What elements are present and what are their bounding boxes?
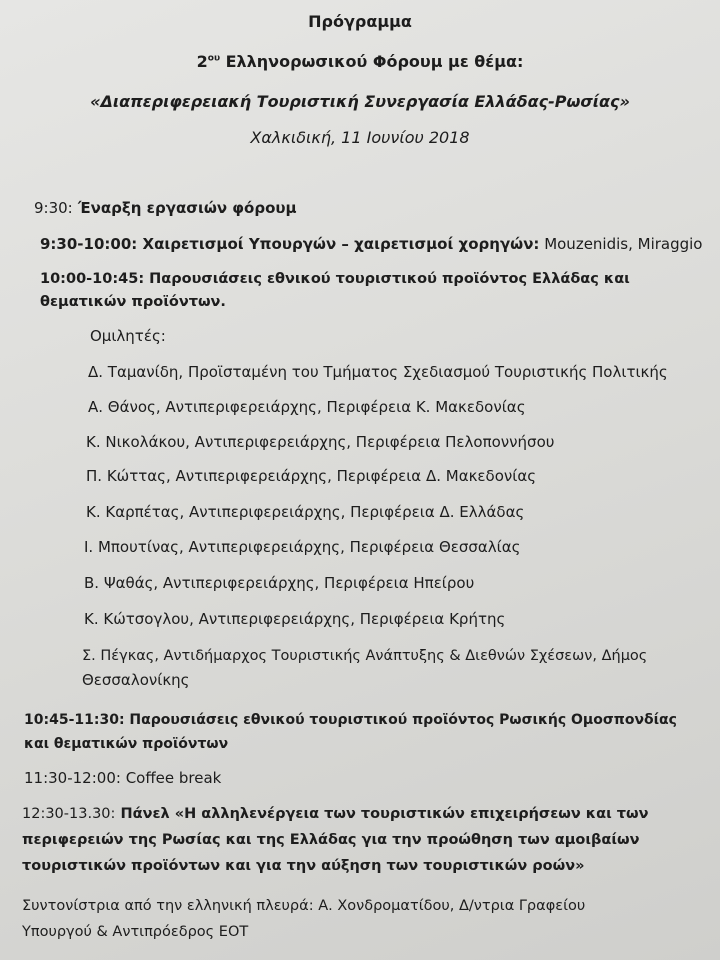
schedule-item-panel-line3: τουριστικών προϊόντων και για την αύξηση των τουριστικών ροών»: [22, 858, 585, 874]
panel-time: 12:30-13.30:: [22, 806, 116, 822]
schedule-item-coffee: 11:30-12:00: Coffee break: [24, 769, 222, 787]
schedule-item-greece-line1: 10:00-10:45: Παρουσιάσεις εθνικού τουριστικού προϊόντος Ελλάδας και: [40, 271, 630, 287]
speaker-item-continued: Θεσσαλονίκης: [82, 671, 190, 689]
speaker-item: Α. Θάνος, Αντιπεριφερειάρχης, Περιφέρεια Κ. Μακεδονίας: [88, 398, 526, 416]
greetings-title: Χαιρετισμοί Υπουργών – χαιρετισμοί χορηγών:: [137, 235, 540, 253]
speakers-label: Ομιλητές:: [90, 327, 166, 345]
schedule-item-opening: [34, 198, 297, 218]
schedule-item-russia-line2: και θεματικών προϊόντων: [24, 736, 229, 752]
forum-subtitle: [0, 52, 720, 72]
opening-time: 9:30:: [34, 199, 73, 217]
speaker-item: Κ. Νικολάκου, Αντιπεριφερειάρχης, Περιφέρεια Πελοποννήσου: [86, 433, 555, 451]
speaker-item: Κ. Κώτσογλου, Αντιπεριφερειάρχης, Περιφέρεια Κρήτης: [84, 610, 506, 628]
speaker-item: Κ. Καρπέτας, Αντιπεριφερειάρχης, Περιφέρεια Δ. Ελλάδας: [86, 503, 525, 521]
speaker-item: Σ. Πέγκας, Αντιδήμαρχος Τουριστικής Ανάπτυξης & Διεθνών Σχέσεων, Δήμος: [82, 648, 648, 664]
speaker-item: Β. Ψαθάς, Αντιπεριφερειάρχης, Περιφέρεια Ηπείρου: [84, 574, 475, 592]
opening-text: Έναρξη εργασιών φόρουμ: [72, 199, 297, 217]
coordinator-line2: Υπουργού & Αντιπρόεδρος ΕΟΤ: [22, 924, 249, 940]
speaker-item: Δ. Ταμανίδη, Προϊσταμένη του Τμήματος Σχεδιασμού Τουριστικής Πολιτικής: [88, 363, 668, 381]
panel-title: Πάνελ «Η αλληλενέργεια των τουριστικών επιχειρήσεων και των: [115, 806, 649, 822]
schedule-item-panel-line2: περιφερειών της Ρωσίας και της Ελλάδας για την προώθηση των αμοιβαίων: [22, 832, 640, 848]
place-date: Χαλκιδική, 11 Ιουνίου 2018: [250, 128, 470, 147]
schedule-item-greetings: [40, 234, 703, 254]
coordinator-line1: Συντονίστρια από την ελληνική πλευρά: Α. Χονδροματίδου, Δ/ντρια Γραφείου: [22, 898, 586, 914]
subtitle-number: 2: [196, 52, 208, 71]
subtitle-ordinal: ου: [207, 53, 221, 64]
greetings-time: 9:30-10:00:: [40, 235, 138, 253]
schedule-item-panel-line1: [22, 804, 649, 824]
subtitle-text: Ελληνορωσικού Φόρουμ με θέμα:: [220, 52, 524, 71]
speaker-item: Π. Κώττας, Αντιπεριφερειάρχης, Περιφέρεια Δ. Μακεδονίας: [86, 467, 537, 485]
greetings-sponsors: Mouzenidis, Miraggio: [539, 235, 703, 253]
forum-theme: «Διαπεριφερειακή Τουριστική Συνεργασία Ελλάδας-Ρωσίας»: [90, 92, 630, 111]
speaker-item: Ι. Μπουτίνας, Αντιπεριφερειάρχης, Περιφέρεια Θεσσαλίας: [84, 538, 521, 556]
schedule-item-russia-line1: 10:45-11:30: Παρουσιάσεις εθνικού τουριστικού προϊόντος Ρωσικής Ομοσπονδίας: [24, 712, 677, 728]
schedule-item-greece-line2: θεματικών προϊόντων.: [40, 294, 226, 310]
page-title: Πρόγραμμα: [308, 12, 412, 31]
